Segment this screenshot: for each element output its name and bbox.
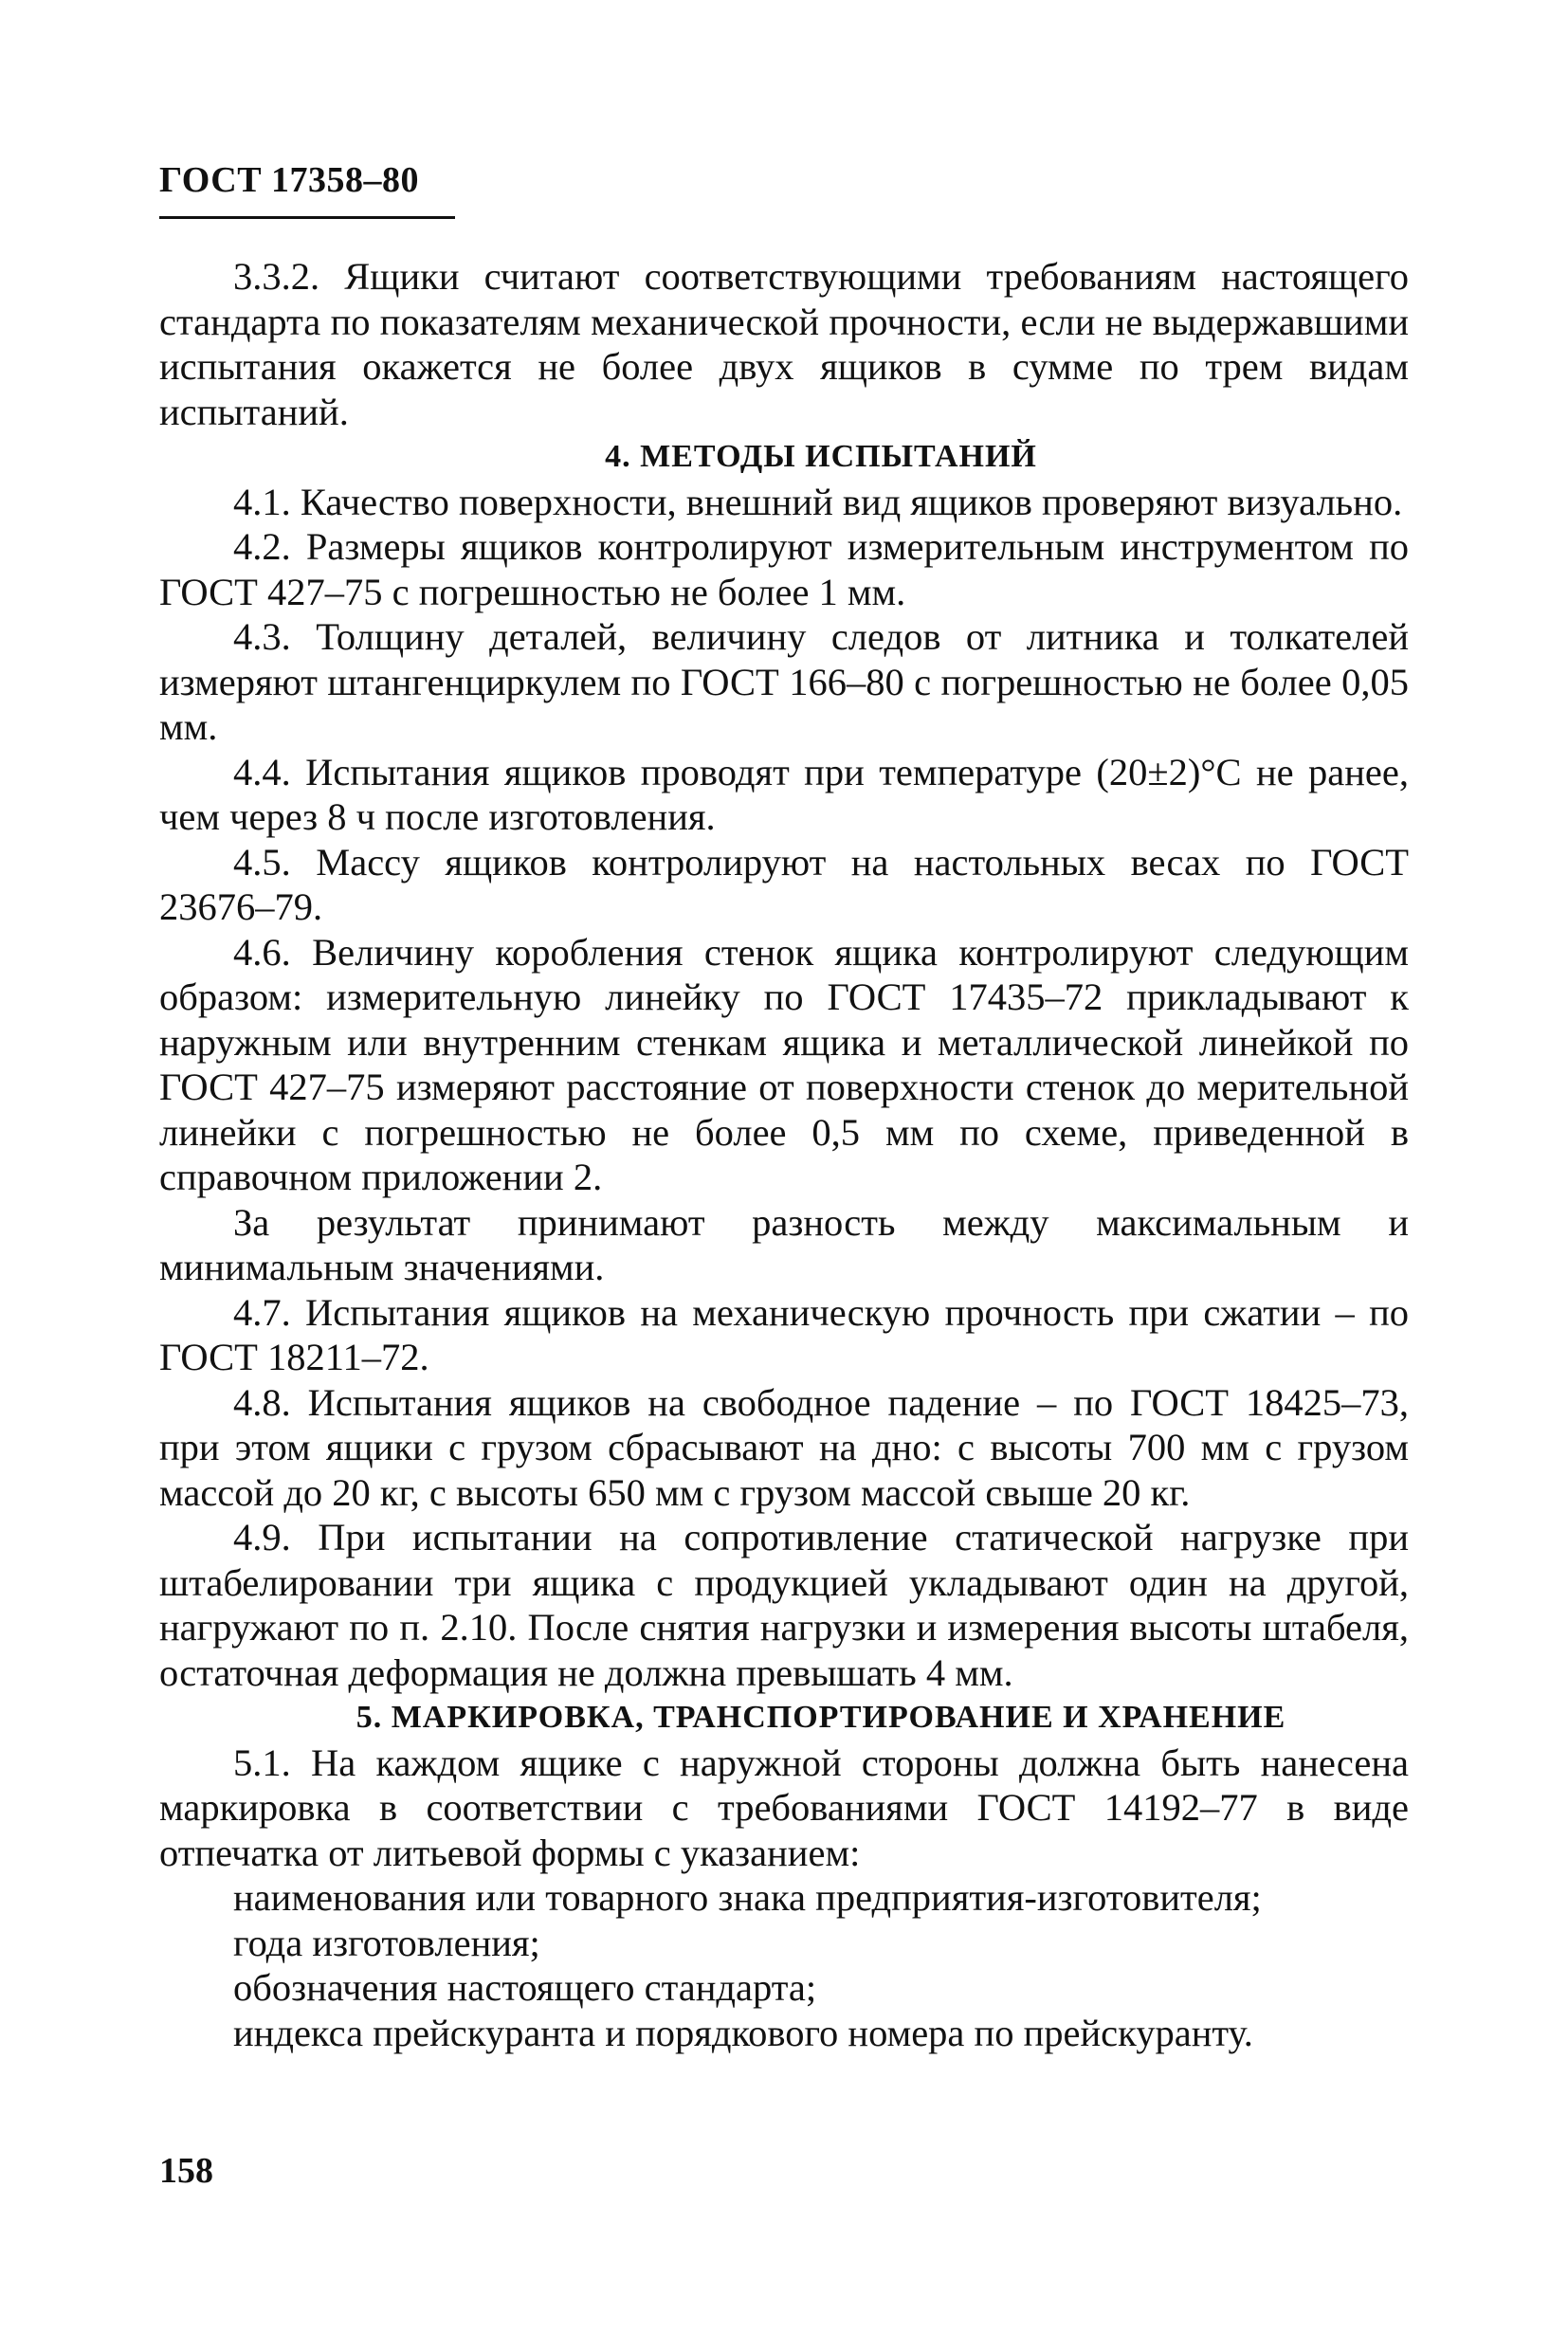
paragraph-4-6-result: За результат принимают разность между максимальным и минимальным значениями. <box>159 1200 1409 1288</box>
list-item: года изготовления; <box>233 1921 540 1964</box>
paragraph-4-8: 4.8. Испытания ящиков на свободное падение – по ГОСТ 18425–73, при этом ящики с грузом сбрасывают на дно: с высоты 700 мм с грузом массой до 20 кг, с высоты 650 мм с грузом массой свыше 20 кг. <box>159 1380 1409 1514</box>
paragraph-4-3: 4.3. Толщину деталей, величину следов от литника и толкателей измеряют штангенциркулем по ГОСТ 166–80 с погрешностью не более 0,05 мм. <box>159 615 1409 748</box>
header-underline <box>159 216 455 219</box>
paragraph-3-3-2: 3.3.2. Ящики считают соответствующими требованиям настоящего стандарта по показателям механической прочности, если не выдержавшими испытания окажется не более двух ящиков в сумме по трем видам испытаний. <box>159 255 1409 433</box>
paragraph-4-2: 4.2. Размеры ящиков контролируют измерительным инструментом по ГОСТ 427–75 с погрешностью не более 1 мм. <box>159 525 1409 613</box>
list-item: наименования или товарного знака предприятия-изготовителя; <box>233 1876 1262 1919</box>
paragraph-4-6: 4.6. Величину коробления стенок ящика контролируют следующим образом: измерительную линейку по ГОСТ 17435–72 прикладывают к наружным или внутренним стенкам ящика и металлической линейкой по ГОСТ 427–75 измеряют расстояние от поверхности стенок до мерительной линейки с погрешностью не более 0,5 мм по схеме, приведенной в справочном приложении 2. <box>159 930 1409 1198</box>
section-heading-5: 5. МАРКИРОВКА, ТРАНСПОРТИРОВАНИЕ И ХРАНЕНИЕ <box>356 1700 1286 1735</box>
paragraph-5-1: 5.1. На каждом ящике с наружной стороны должна быть нанесена маркировка в соответствии с требованиями ГОСТ 14192–77 в виде отпечатка от литьевой формы с указанием: <box>159 1740 1409 1874</box>
page-number: 158 <box>159 2151 213 2191</box>
section-heading-4: 4. МЕТОДЫ ИСПЫТАНИЙ <box>605 439 1037 474</box>
paragraph-4-1: 4.1. Качество поверхности, внешний вид ящиков проверяют визуально. <box>233 480 1403 523</box>
paragraph-4-4: 4.4. Испытания ящиков проводят при температуре (20±2)°С не ранее, чем через 8 ч после изготовления. <box>159 750 1409 838</box>
document-body <box>159 254 1409 2055</box>
document-header: ГОСТ 17358–80 <box>159 160 420 200</box>
list-item: индекса прейскуранта и порядкового номера по прейскуранту. <box>233 2011 1253 2054</box>
list-item: обозначения настоящего стандарта; <box>233 1966 817 2009</box>
paragraph-4-5: 4.5. Массу ящиков контролируют на настольных весах по ГОСТ 23676–79. <box>159 840 1409 928</box>
paragraph-4-7: 4.7. Испытания ящиков на механическую прочность при сжатии – по ГОСТ 18211–72. <box>159 1290 1409 1378</box>
paragraph-4-9: 4.9. При испытании на сопротивление статической нагрузке при штабелировании три ящика с продукцией укладывают один на другой, нагружают по п. 2.10. После снятия нагрузки и измерения высоты штабеля, остаточная деформация не должна превышать 4 мм. <box>159 1516 1409 1694</box>
